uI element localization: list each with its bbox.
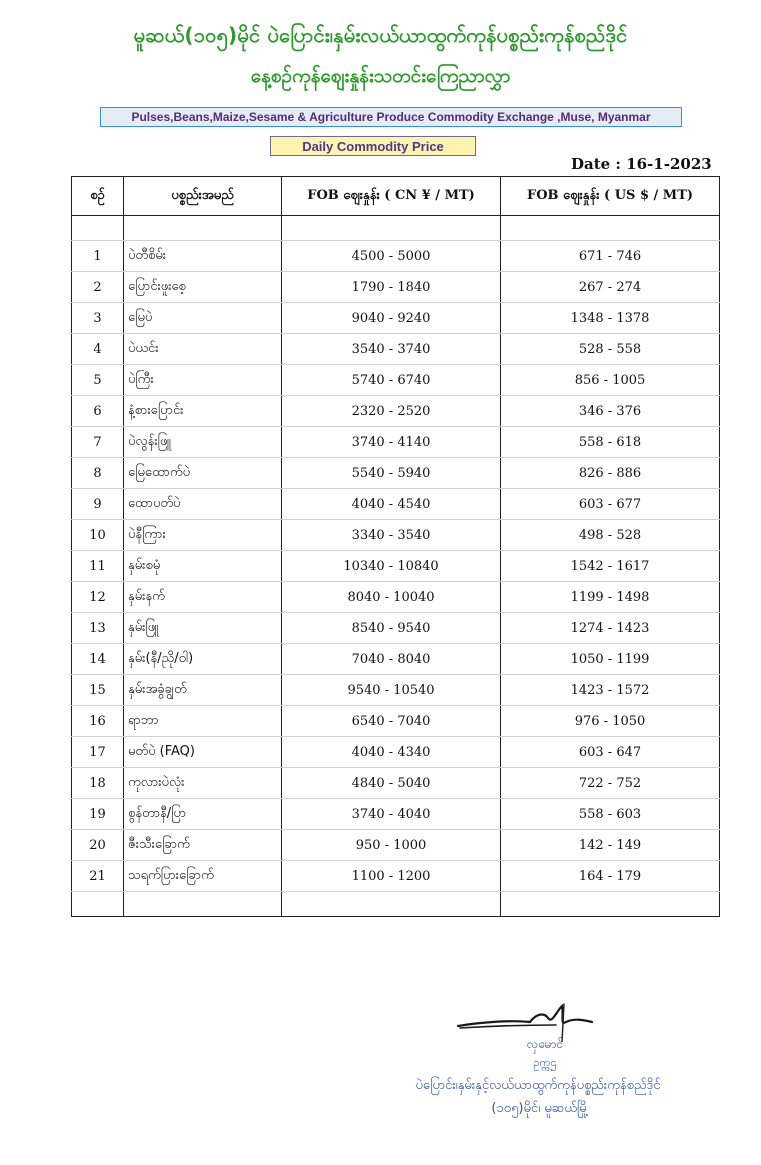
row-commodity-name: ထောပတ်ပဲ — [124, 489, 282, 520]
header-usd: FOB စျေးနှုန်း ( US $ / MT) — [501, 177, 720, 216]
row-price-cny: 1790 - 1840 — [282, 272, 501, 303]
table-row — [72, 365, 720, 396]
row-number: 6 — [72, 396, 124, 427]
table-row — [72, 427, 720, 458]
row-price-cny: 3540 - 3740 — [282, 334, 501, 365]
daily-price-label: Daily Commodity Price — [270, 136, 476, 156]
row-price-cny: 9540 - 10540 — [282, 675, 501, 706]
row-price-cny: 6540 - 7040 — [282, 706, 501, 737]
row-price-usd: 1050 - 1199 — [501, 644, 720, 675]
row-commodity-name: ပဲယင်း — [124, 334, 282, 365]
table-row — [72, 396, 720, 427]
row-number: 16 — [72, 706, 124, 737]
signer-title: ဥက္ကဌ — [533, 1056, 557, 1069]
table-row — [72, 458, 720, 489]
signer-name: လှမောင် — [526, 1037, 564, 1051]
row-price-usd: 346 - 376 — [501, 396, 720, 427]
row-price-usd: 1199 - 1498 — [501, 582, 720, 613]
row-price-usd: 976 - 1050 — [501, 706, 720, 737]
row-price-cny: 8040 - 10040 — [282, 582, 501, 613]
row-number: 20 — [72, 830, 124, 861]
row-price-cny: 7040 - 8040 — [282, 644, 501, 675]
row-number: 7 — [72, 427, 124, 458]
row-number: 14 — [72, 644, 124, 675]
table-row — [72, 706, 720, 737]
table-row — [72, 737, 720, 768]
row-commodity-name: မတ်ပဲ (FAQ) — [124, 737, 282, 768]
row-price-cny: 8540 - 9540 — [282, 613, 501, 644]
row-commodity-name: ဇီးသီးခြောက် — [124, 830, 282, 861]
row-price-usd: 1274 - 1423 — [501, 613, 720, 644]
row-price-usd: 856 - 1005 — [501, 365, 720, 396]
header-no: စဉ် — [72, 177, 124, 216]
blank-row — [72, 892, 720, 917]
row-commodity-name: မြေပဲ — [124, 303, 282, 334]
row-number: 18 — [72, 768, 124, 799]
signature-mark — [452, 992, 602, 1042]
row-number: 8 — [72, 458, 124, 489]
table-row — [72, 241, 720, 272]
row-price-usd: 267 - 274 — [501, 272, 720, 303]
row-commodity-name: ပဲကြီး — [124, 365, 282, 396]
table-row — [72, 520, 720, 551]
row-number: 15 — [72, 675, 124, 706]
row-price-cny: 9040 - 9240 — [282, 303, 501, 334]
price-table — [71, 176, 720, 917]
row-price-usd: 1542 - 1617 — [501, 551, 720, 582]
row-number: 17 — [72, 737, 124, 768]
row-number: 5 — [72, 365, 124, 396]
table-row — [72, 675, 720, 706]
org-name-line-1: ပဲပြောင်း၊နှမ်းနှင့်လယ်ယာထွက်ကုန်ပစ္စည်းကုန်စည်ဒိုင် — [415, 1078, 661, 1093]
title-line-2: နေ့စဉ်ကုန်စျေးနှုန်းသတင်းကြေညာလွှာ — [250, 65, 511, 87]
table-row — [72, 334, 720, 365]
row-price-usd: 1423 - 1572 — [501, 675, 720, 706]
row-commodity-name: ရာဘာ — [124, 706, 282, 737]
table-row — [72, 582, 720, 613]
row-commodity-name: စွန်တာနီ/ပြာ — [124, 799, 282, 830]
row-commodity-name: နှမ်းနက် — [124, 582, 282, 613]
header-cny: FOB စျေးနှုန်း ( CN ¥ / MT) — [282, 177, 501, 216]
row-commodity-name: ပဲလွန်းဖြူ — [124, 427, 282, 458]
row-commodity-name: နှမ်းဖြူ — [124, 613, 282, 644]
row-price-usd: 164 - 179 — [501, 861, 720, 892]
row-commodity-name: နံ့စားပြောင်း — [124, 396, 282, 427]
row-number: 13 — [72, 613, 124, 644]
row-price-cny: 4040 - 4540 — [282, 489, 501, 520]
row-price-cny: 4040 - 4340 — [282, 737, 501, 768]
table-row — [72, 272, 720, 303]
table-row — [72, 799, 720, 830]
row-price-cny: 5740 - 6740 — [282, 365, 501, 396]
header-name: ပစ္စည်းအမည် — [124, 177, 282, 216]
row-number: 10 — [72, 520, 124, 551]
row-price-cny: 3340 - 3540 — [282, 520, 501, 551]
row-commodity-name: နှမ်း(နီ/ညို/ဝါ) — [124, 644, 282, 675]
row-price-usd: 826 - 886 — [501, 458, 720, 489]
row-number: 4 — [72, 334, 124, 365]
row-price-usd: 722 - 752 — [501, 768, 720, 799]
table-row — [72, 613, 720, 644]
blank-row — [72, 216, 720, 241]
row-commodity-name: ကုလားပဲလုံး — [124, 768, 282, 799]
table-row — [72, 861, 720, 892]
org-name-line-2: (၁၀၅)မိုင်၊ မူဆယ်မြို့ — [491, 1101, 589, 1116]
table-row — [72, 489, 720, 520]
row-price-usd: 671 - 746 — [501, 241, 720, 272]
table-row — [72, 644, 720, 675]
row-price-cny: 4500 - 5000 — [282, 241, 501, 272]
date-label: Date : 16-1-2023 — [571, 155, 712, 173]
row-price-usd: 558 - 603 — [501, 799, 720, 830]
row-number: 3 — [72, 303, 124, 334]
row-price-usd: 498 - 528 — [501, 520, 720, 551]
english-banner: Pulses,Beans,Maize,Sesame & Agriculture Produce Commodity Exchange ,Muse, Myanmar — [100, 107, 682, 127]
row-price-usd: 603 - 677 — [501, 489, 720, 520]
table-row — [72, 830, 720, 861]
row-price-cny: 950 - 1000 — [282, 830, 501, 861]
row-number: 21 — [72, 861, 124, 892]
table-row — [72, 551, 720, 582]
row-price-cny: 3740 - 4140 — [282, 427, 501, 458]
table-header-row — [72, 177, 720, 216]
row-number: 12 — [72, 582, 124, 613]
row-price-usd: 142 - 149 — [501, 830, 720, 861]
row-commodity-name: မြေထောက်ပဲ — [124, 458, 282, 489]
row-commodity-name: ပြောင်းဖူးစေ့ — [124, 272, 282, 303]
row-price-cny: 1100 - 1200 — [282, 861, 501, 892]
row-price-cny: 10340 - 10840 — [282, 551, 501, 582]
row-number: 19 — [72, 799, 124, 830]
row-number: 2 — [72, 272, 124, 303]
row-price-usd: 558 - 618 — [501, 427, 720, 458]
row-price-usd: 1348 - 1378 — [501, 303, 720, 334]
row-price-usd: 603 - 647 — [501, 737, 720, 768]
table-row — [72, 768, 720, 799]
row-price-usd: 528 - 558 — [501, 334, 720, 365]
row-commodity-name: ပဲနီကြား — [124, 520, 282, 551]
row-price-cny: 4840 - 5040 — [282, 768, 501, 799]
table-row — [72, 303, 720, 334]
row-price-cny: 5540 - 5940 — [282, 458, 501, 489]
row-number: 11 — [72, 551, 124, 582]
row-number: 9 — [72, 489, 124, 520]
row-price-cny: 2320 - 2520 — [282, 396, 501, 427]
row-number: 1 — [72, 241, 124, 272]
row-commodity-name: ပဲတီစိမ်း — [124, 241, 282, 272]
table-body — [72, 216, 720, 917]
row-commodity-name: နှမ်းအခွံချွတ် — [124, 675, 282, 706]
title-line-1: မူဆယ်(၁၀၅)မိုင် ပဲပြောင်း၊နှမ်းလယ်ယာထွက်ကုန်ပစ္စည်းကုန်စည်ဒိုင် — [133, 23, 628, 47]
row-price-cny: 3740 - 4040 — [282, 799, 501, 830]
row-commodity-name: နှမ်းစမုံ — [124, 551, 282, 582]
row-commodity-name: သရက်ပြားခြောက် — [124, 861, 282, 892]
